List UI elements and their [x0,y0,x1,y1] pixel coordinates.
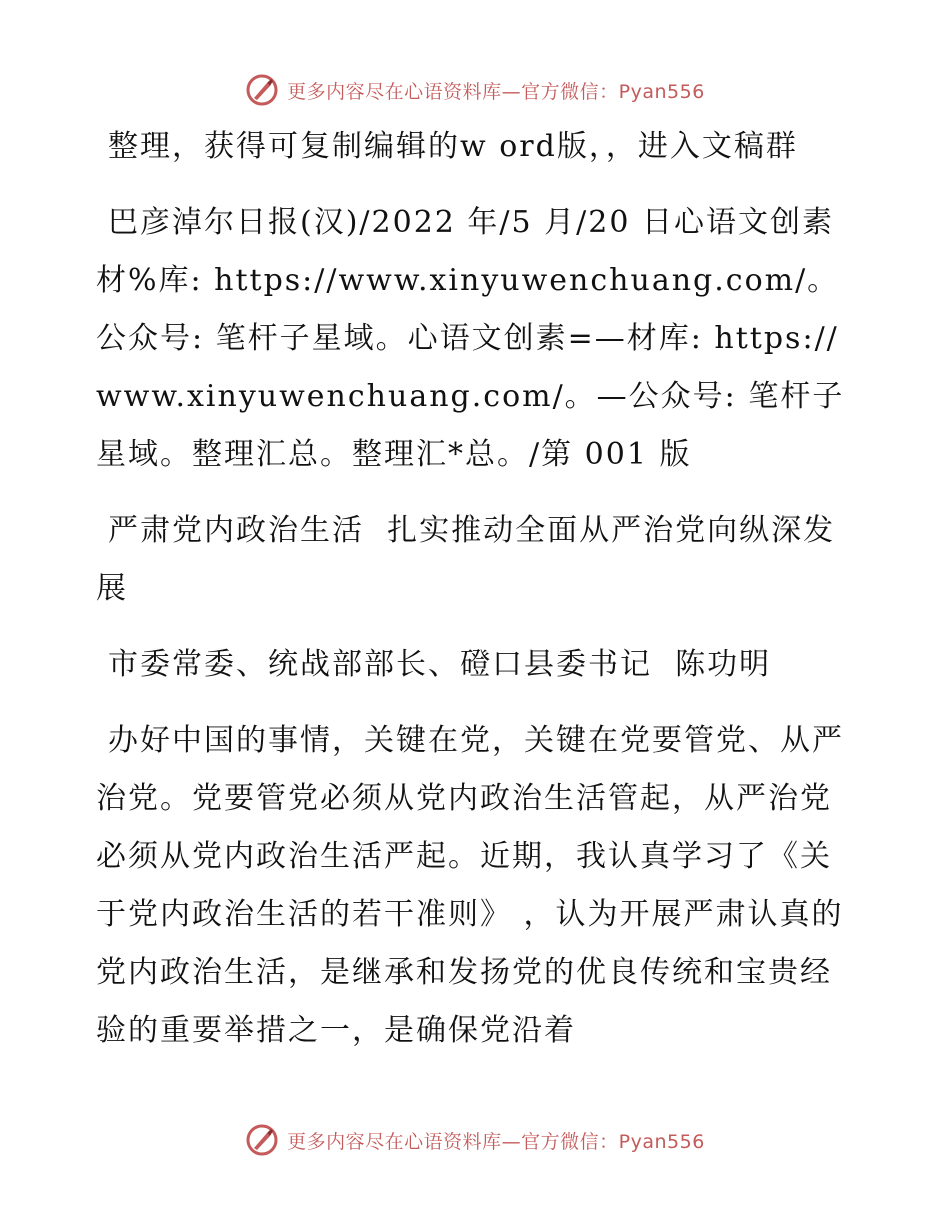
body-paragraph: 办好中国的事情，关键在党，关键在党要管党、从严治党。党要管党必须从党内政治生活管起，从严治党必须从党内政治生活严起。近期，我认真学习了《关于党内政治生活的若干准则》 ，认为开展严肃认真的党内政治生活，是继承和发扬党的优良传统和宝贵经验的重要举措之一，是确保党沿着 [96,723,844,1048]
watermark-text: 更多内容尽在心语资料库—官方微信：Pyan556 [287,1130,705,1153]
watermark-footer [0,1120,950,1160]
pen-logo-icon [245,73,279,107]
source-paragraph: 巴彦淖尔日报(汉)/2022 年/5 月/20 日心语文创素材%库: https://www.xinyuwenchuang.com/。公众号: 笔杆子星域。心语文创素=—材库: https://www.xinyuwenchuang.com/。—公众号: 笔杆子星域。整理汇总。整理汇*总。/第 001 版 [96,205,845,472]
article-title: 严肃党内政治生活 扎实推动全面从严治党向纵深发展 [96,513,836,606]
article-author: 市委常委、统战部部长、磴口县委书记 陈功明 [108,647,772,682]
intro-paragraph: 整理，获得可复制编辑的w ord版，，进入文稿群 [108,129,798,164]
pen-logo-icon [245,1123,279,1157]
watermark-text: 更多内容尽在心语资料库—官方微信：Pyan556 [287,80,705,103]
document-body [96,118,856,1078]
watermark-header [0,70,950,110]
